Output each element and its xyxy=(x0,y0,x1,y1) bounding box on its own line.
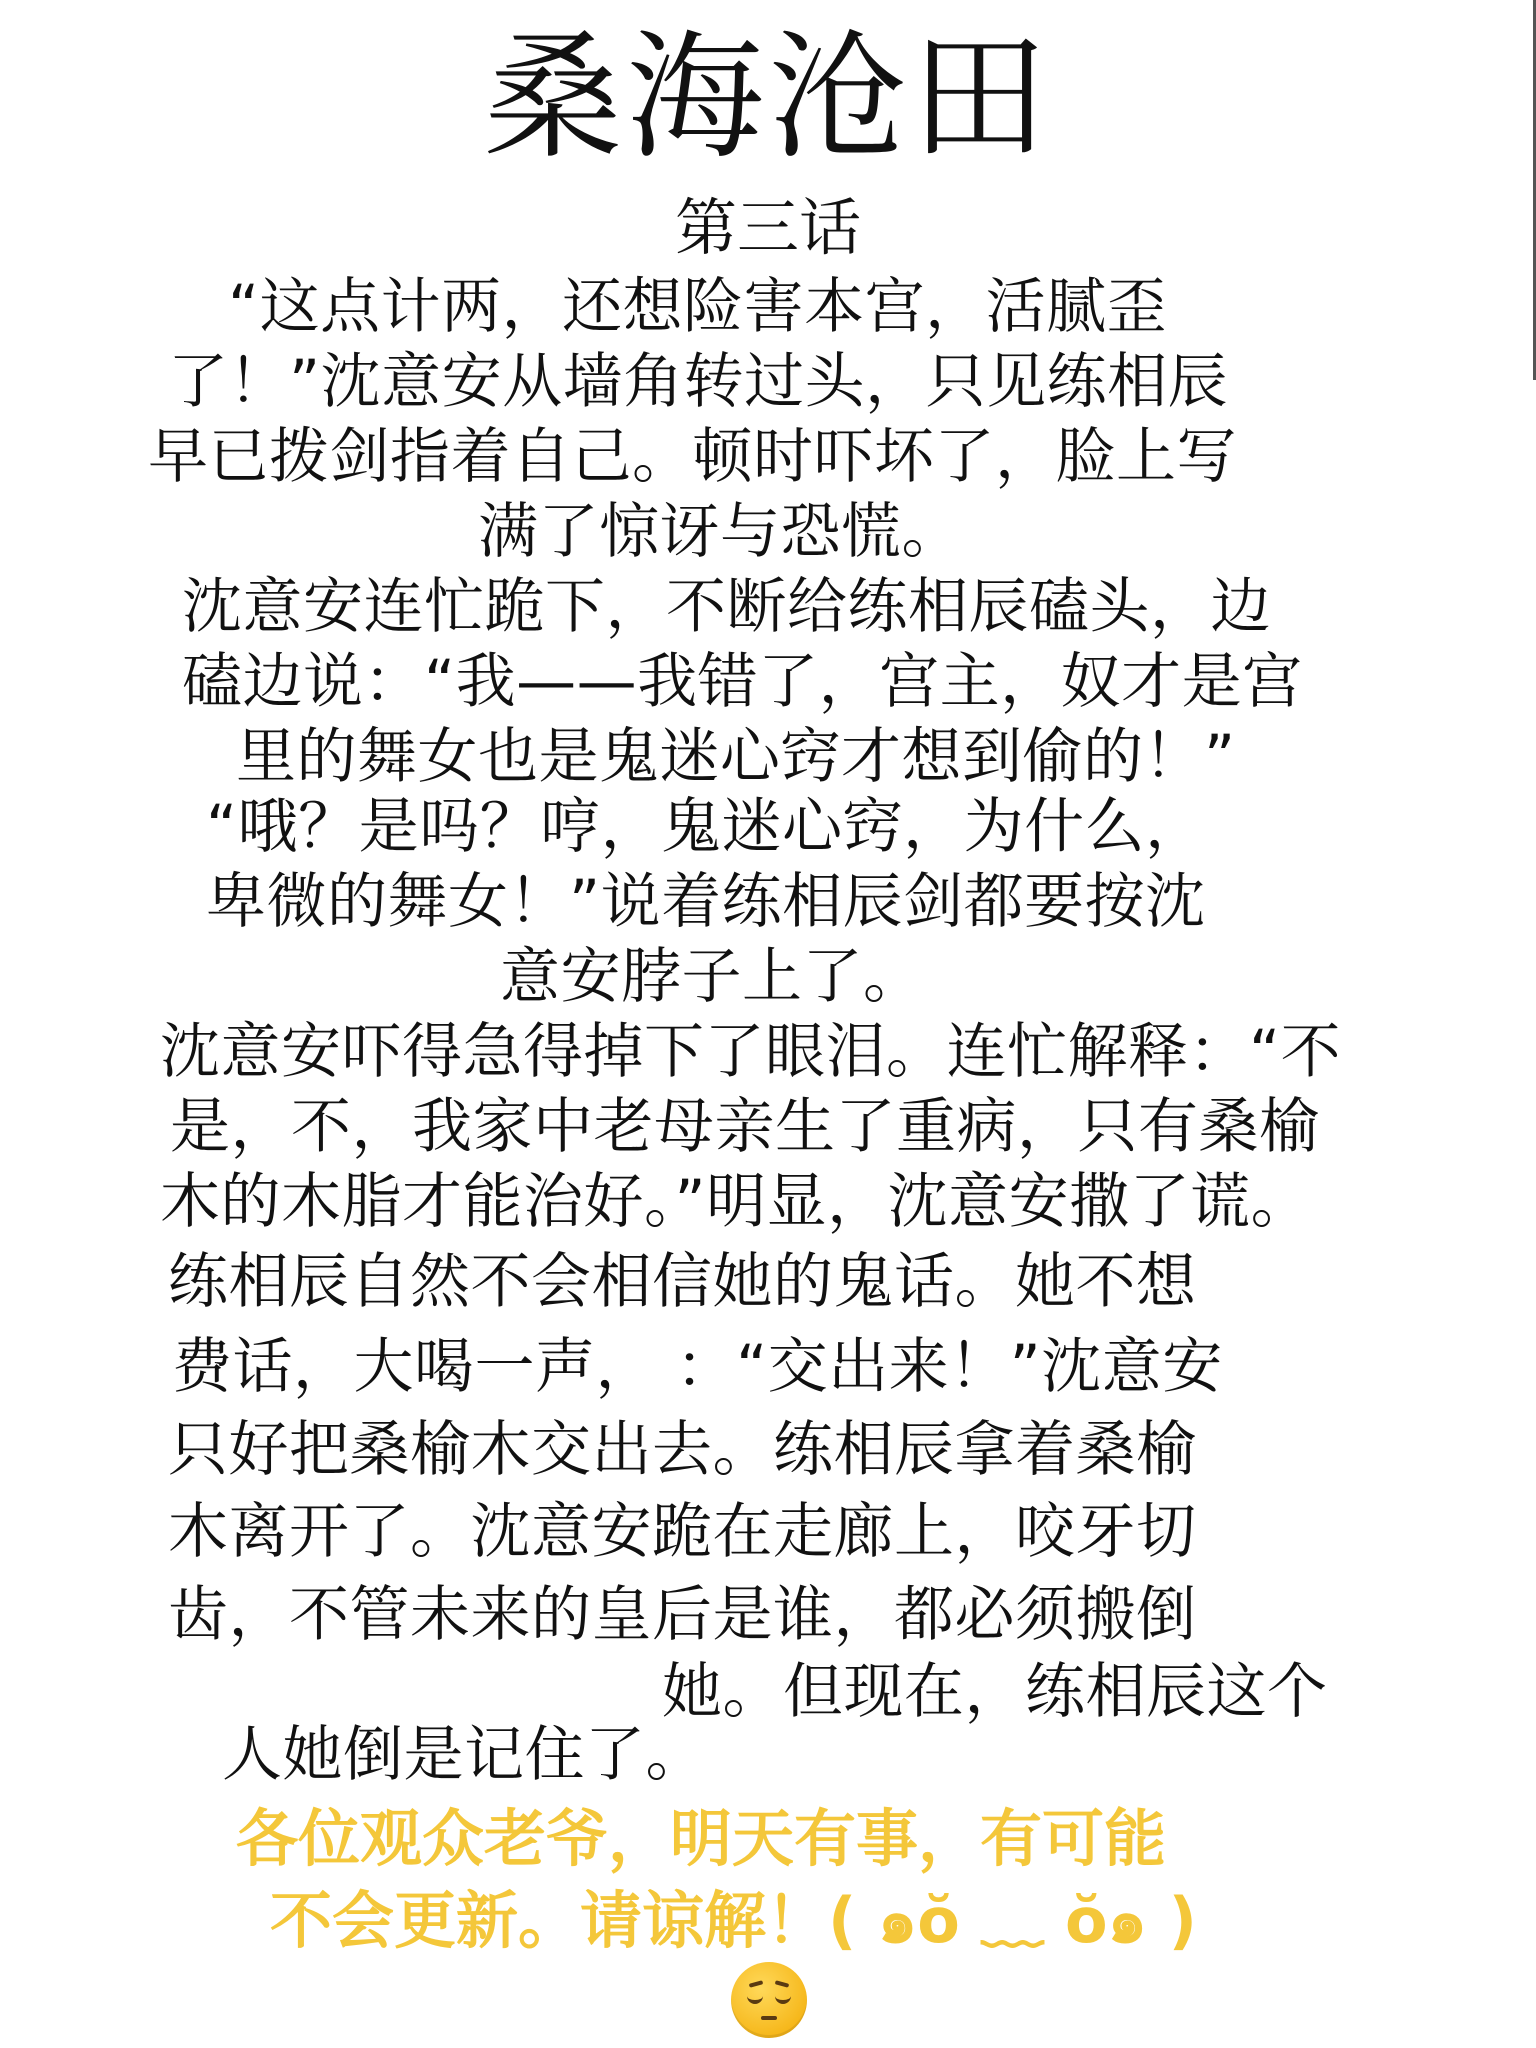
author-note-line: 不会更新。请谅解！( ๑ŏ ﹏ ŏ๑ ) xyxy=(270,1884,1197,1957)
text-line: “哦？是吗？哼，鬼迷心窍，为什么， xyxy=(206,792,1206,862)
pensive-face-icon xyxy=(731,1962,807,2038)
author-note-line: 各位观众老爷，明天有事，有可能 xyxy=(236,1802,1167,1875)
chapter-subtitle: 第三话 xyxy=(674,191,861,264)
emoji-mouth xyxy=(761,2016,777,2020)
text-line: 沈意安吓得急得掉下了眼泪。连忙解释：“不 xyxy=(160,1017,1342,1087)
text-line: 她。但现在，练相辰这个 xyxy=(662,1657,1328,1727)
text-line: 齿，不管未来的皇后是谁，都必须搬倒 xyxy=(168,1580,1197,1650)
emoji-brow-right xyxy=(775,1980,790,1987)
text-line: 只好把桑榆木交出去。练相辰拿着桑榆 xyxy=(168,1415,1197,1485)
text-line: 人她倒是记住了。 xyxy=(222,1720,706,1790)
text-line: 早已拨剑指着自己。顿时吓坏了，脸上写 xyxy=(148,422,1237,492)
text-line: 满了惊讶与恐慌。 xyxy=(478,497,962,567)
emoji-eye-right xyxy=(775,1994,791,2004)
text-line: 费话，大喝一声， ：“交出来！”沈意安 xyxy=(172,1332,1223,1402)
text-line: 练相辰自然不会相信她的鬼话。她不想 xyxy=(168,1247,1197,1317)
text-line: 木的木脂才能治好。”明显，沈意安撒了谎。 xyxy=(160,1167,1312,1237)
text-line: 是，不，我家中老母亲生了重病，只有桑榆 xyxy=(170,1092,1320,1162)
text-line: 卑微的舞女！”说着练相辰剑都要按沈 xyxy=(206,867,1206,937)
text-line: 沈意安连忙跪下，不断给练相辰磕头，边 xyxy=(182,572,1271,642)
text-line: 了！”沈意安从墙角转过头，只见练相辰 xyxy=(168,347,1229,417)
text-line: “这点计两，还想险害本宫，活腻歪 xyxy=(228,272,1168,342)
emoji-brow-left xyxy=(749,1980,764,1987)
text-line: 磕边说：“我——我错了，宫主，奴才是宫 xyxy=(182,647,1303,717)
text-line: 木离开了。沈意安跪在走廊上，咬牙切 xyxy=(168,1497,1197,1567)
text-line: 里的舞女也是鬼迷心窍才想到偷的！” xyxy=(236,722,1236,792)
emoji-eye-left xyxy=(747,1994,763,2004)
page-title: 桑海沧田 xyxy=(483,17,1052,178)
text-line: 意安脖子上了。 xyxy=(500,942,924,1012)
